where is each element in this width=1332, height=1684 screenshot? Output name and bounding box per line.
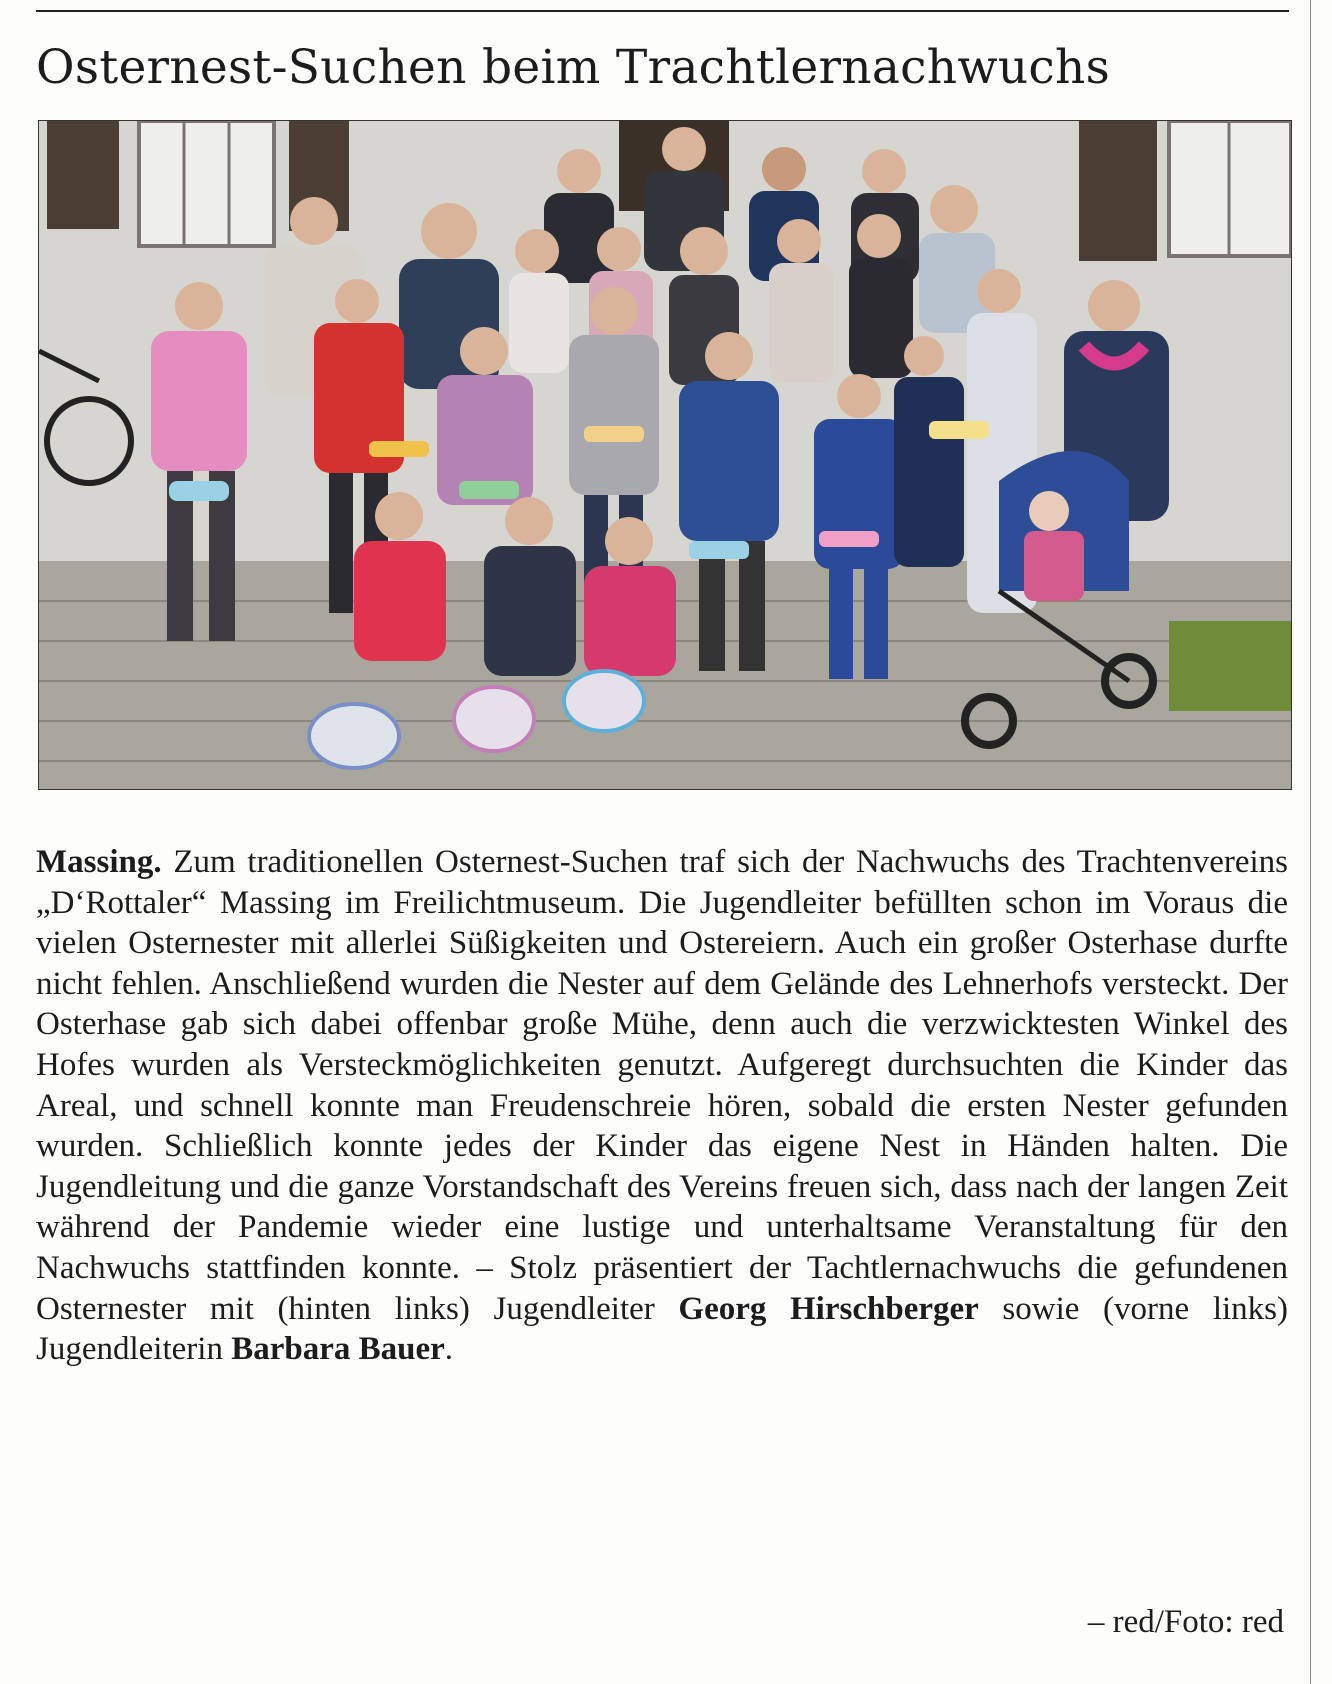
column-divider — [1310, 0, 1311, 1684]
photo-credit: – red/Foto: red — [1087, 1604, 1284, 1640]
person-name-1: Georg Hirschberger — [678, 1290, 979, 1327]
group-photo-illustration — [39, 121, 1291, 789]
end-punctuation: . — [444, 1331, 454, 1368]
article-paragraph: Zum traditionellen Osternest-Suchen traf sich der Nachwuchs des Trachtenvereins „D‘Rottaler“ Massing im Freilichtmuseum. Die Jugendleiter befüllten schon im Voraus die vielen Osternester mit allerlei Süßigkeiten und Ostereiern. Auch ein großer Osterhase durfte nicht fehlen. Anschließend wurden die Nester auf dem Gelände des Lehnerhofs versteckt. Der Osterhase gab sich dabei offenbar große Mühe, denn auch die verzwicktesten Winkel des Hofes wurden als Versteckmöglichkeiten genutzt. Aufgeregt durchsuchten die Kinder das Areal, und schnell konnte man Freudenschreie hören, sobald die ersten Nester gefunden wurden. Schließlich konnte jedes der Kinder das eigene Nest in Händen halten. Die Jugendleitung und die ganze Vorstandschaft des Vereins freuen sich, dass nach der langen Zeit während der Pandemie wieder eine lustige und unterhaltsame Veranstaltung für den Nachwuchs stattfinden konnte. – Stolz präsentiert der Tachtlernachwuchs die gefundenen Osternester mit (hinten links) Jugendleiter — [36, 844, 1289, 1327]
article-body — [36, 842, 1288, 1370]
person-name-2: Barbara Bauer — [231, 1331, 445, 1368]
top-rule — [36, 10, 1289, 12]
dateline: Massing. — [36, 844, 162, 880]
article-headline: Osternest-Suchen beim Trachtlernachwuchs — [36, 40, 1111, 95]
connector-text: sowie (vorne links) Jugendleiterin — [36, 1290, 1288, 1368]
group-photo — [38, 120, 1292, 790]
